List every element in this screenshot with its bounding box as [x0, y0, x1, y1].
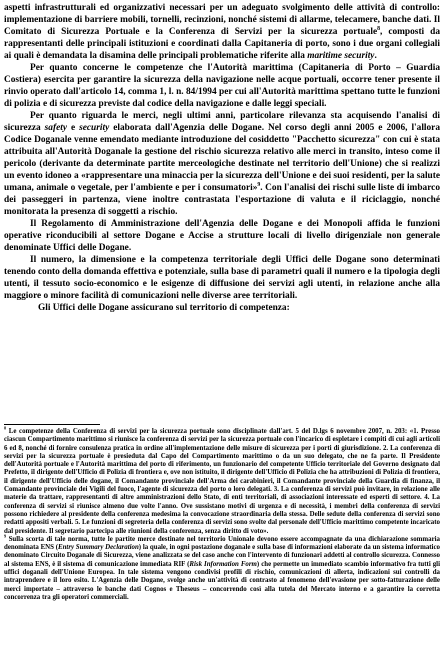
- footnote-8: $^8$ Le competenze della Conferenza di servizi per la sicurezza portuale sono disciplinate dall'art. 5 del D.lgs 6 novembre 2007, n. 203: «1. Presso ciascun Compartimento marittimo si riunisce la conferenza di servizi per la sicurezza portuale con l'incarico di espletare i compiti di cui agli articoli 6 ed 8, nonché di fornire consulenza pratica in ordine all'implementazione delle misure di sicurezza per i porti di giurisdizione. 2. La conferenza di servizi per la sicurezza portuale è presieduta dal Capo del Compartimento marittimo o da un suo delegato, che ne fa parte. Il Presidente dell'Autorità portuale e l'Autorità marittima del porto di riferimento, un funzionario del competente Ufficio territoriale del Governo designato dal Prefetto, il dirigente dell'Ufficio di Polizia di frontiera e, ove non istituito, il dirigente dell'Ufficio di Polizia che ha attribuzioni di Polizia di frontiera, il dirigente dell'Ufficio delle dogane, il Comandante provinciale dell'Arma dei carabinieri, il Comandante provinciale della Guardia di finanza, il Comandante provinciale dei Vigili del fuoco, l'agente di sicurezza del porto o loro delegati. 3. La conferenza di servizi può invitare, in relazione alle materie da trattare, rappresentanti di altre amministrazioni dello Stato, di enti territoriali, di associazioni interessate ed esperti di settore. 4. La conferenza di servizi si riunisce almeno due volte l'anno. Ove sussistano motivi di urgenza e di necessità, i membri della conferenza di servizi possono richiedere al presidente della conferenza medesima la convocazione straordinaria della stessa. Delle sedute della conferenza di servizi sono redatti appositi verbali. 5. Le funzioni di segreteria della conferenza di servizi sono svolte dal personale dell'Ufficio marittimo competente incaricato dal presidente. Il segretario partecipa alle riunioni della conferenza, senza diritto di voto».: [4, 425, 440, 535]
- paragraph-1: aspetti infrastrutturali ed organizzativi necessari per un adeguato svolgimento delle attività di controllo: implementazione di barriere mobili, tornelli, recinzioni, nonché sistemi di allarme, telecamere, banche dati. Il Comitato di Sicurezza Portuale e la Conferenza di Servizi per la sicurezza portuale$^8$, composti da rappresentanti delle principali istituzioni e coordinati dalla Capitaneria di porto, sono i due organi collegiali ai quali è demandata la disamina delle principali problematiche riferite alla maritime security.: [4, 3, 440, 61]
- footnote-ref-9: 9: [257, 181, 261, 188]
- paragraph-6: Gli Uffici delle Dogane assicurano sul territorio di competenza:: [38, 303, 290, 313]
- paragraph-4: Il Regolamento di Amministrazione dell'Agenzia delle Dogane e dei Monopoli affida le funzioni operative riconducibili al settore Dogane e Accise a strutture locali di livello dirigenziale non generale denominate Uffici delle Dogane.: [4, 219, 440, 253]
- footnote-ref-8: 8: [377, 25, 381, 32]
- paragraph-2: Per quanto concerne le competenze che l'Autorità marittima (Capitaneria di Porto – Guardia Costiera) esercita per garantire la sicurezza della navigazione nelle acque portuali, occorre tener presente il rinvio operato dall'articolo 14, comma 1, l. n. 84/1994 per cui all'Autorità marittima spettano tutte le funzioni di polizia e di sicurezza previste dal codice della navigazione e dalle leggi speciali.: [4, 63, 440, 109]
- body-text: [4, 2, 440, 314]
- footnote-separator: [4, 424, 100, 425]
- footnote-9: $^9$ Sulla scorta di tale norma, tutte le partite merce destinate nel territorio Unionale devono essere accompagnate da una dichiarazione sommaria denominata ENS (Entry Summary Declaration) la quale, in ogni postazione doganale e sulla base di informazioni elaborate da un sistema informatico denominato Circuito Doganale di Sicurezza, viene analizzata se del caso anche con l'intervento di funzionari addetti al controllo sicurezza. Connesso al sistema ENS, è il sistema di comunicazione immediata RIF (Risk Information Form) che permette un immediato scambio informativo fra tutti gli uffici doganali dell'Unione Europea. In tale sistema vengono condivisi profili di rischio, comunicazioni di allerta, indicazioni sui controlli da intraprendere e il loro esito. L'Agenzia delle Dogane, svolge anche un'attività di contrasto al fenomeno dell'evasione per sotto-fatturazione delle merci importate – attraverso le banche dati Cognos e Theseus – concorrendo così alla tutela del Mercato interno e a garantire la corretta concorrenza tra gli operatori commerciali.: [4, 533, 441, 601]
- paragraph-5: Il numero, la dimensione e la competenza territoriale degli Uffici delle Dogane sono determinati tenendo conto della domanda effettiva e potenziale, sulla base di parametri quali il numero e la tipologia degli utenti, il tessuto socio-economico e le esigenze di diffusione dei servizi agli utenti, in relazione anche alla maggiore o minore facilità di comunicazioni nelle diverse aree territoriali.: [4, 255, 440, 301]
- paragraph-3: Per quanto riguarda le merci, negli ultimi anni, particolare rilevanza sta acquisendo l'analisi di sicurezza safety e security elaborata dall'Agenzia delle Dogane. Nel corso degli anni 2005 e 2006, l'allora Codice Doganale venne emendato mediante introduzione del cosiddetto "Pacchetto sicurezza" con cui è stata attribuita all'Autorità Doganale la gestione del rischio sicurezza relativo alle merci in transito, inteso come il pericolo (derivante da determinate partite merceologiche destinate nel territorio dell'Unione) che si realizzi un evento idoneo a «rappresentare una minaccia per la sicurezza dell'Unione e dei suoi residenti, per la salute umana, animale o vegetale, per l'ambiente e per i consumatori»$^9$. Con l'analisi dei rischi sulle liste di imbarco dei passeggeri in partenza, viene inoltre contrastata l'esportazione di valuta e il riciclaggio, nonché monitorata la presenza di soggetti a rischio.: [4, 111, 441, 217]
- footnotes: [4, 425, 441, 602]
